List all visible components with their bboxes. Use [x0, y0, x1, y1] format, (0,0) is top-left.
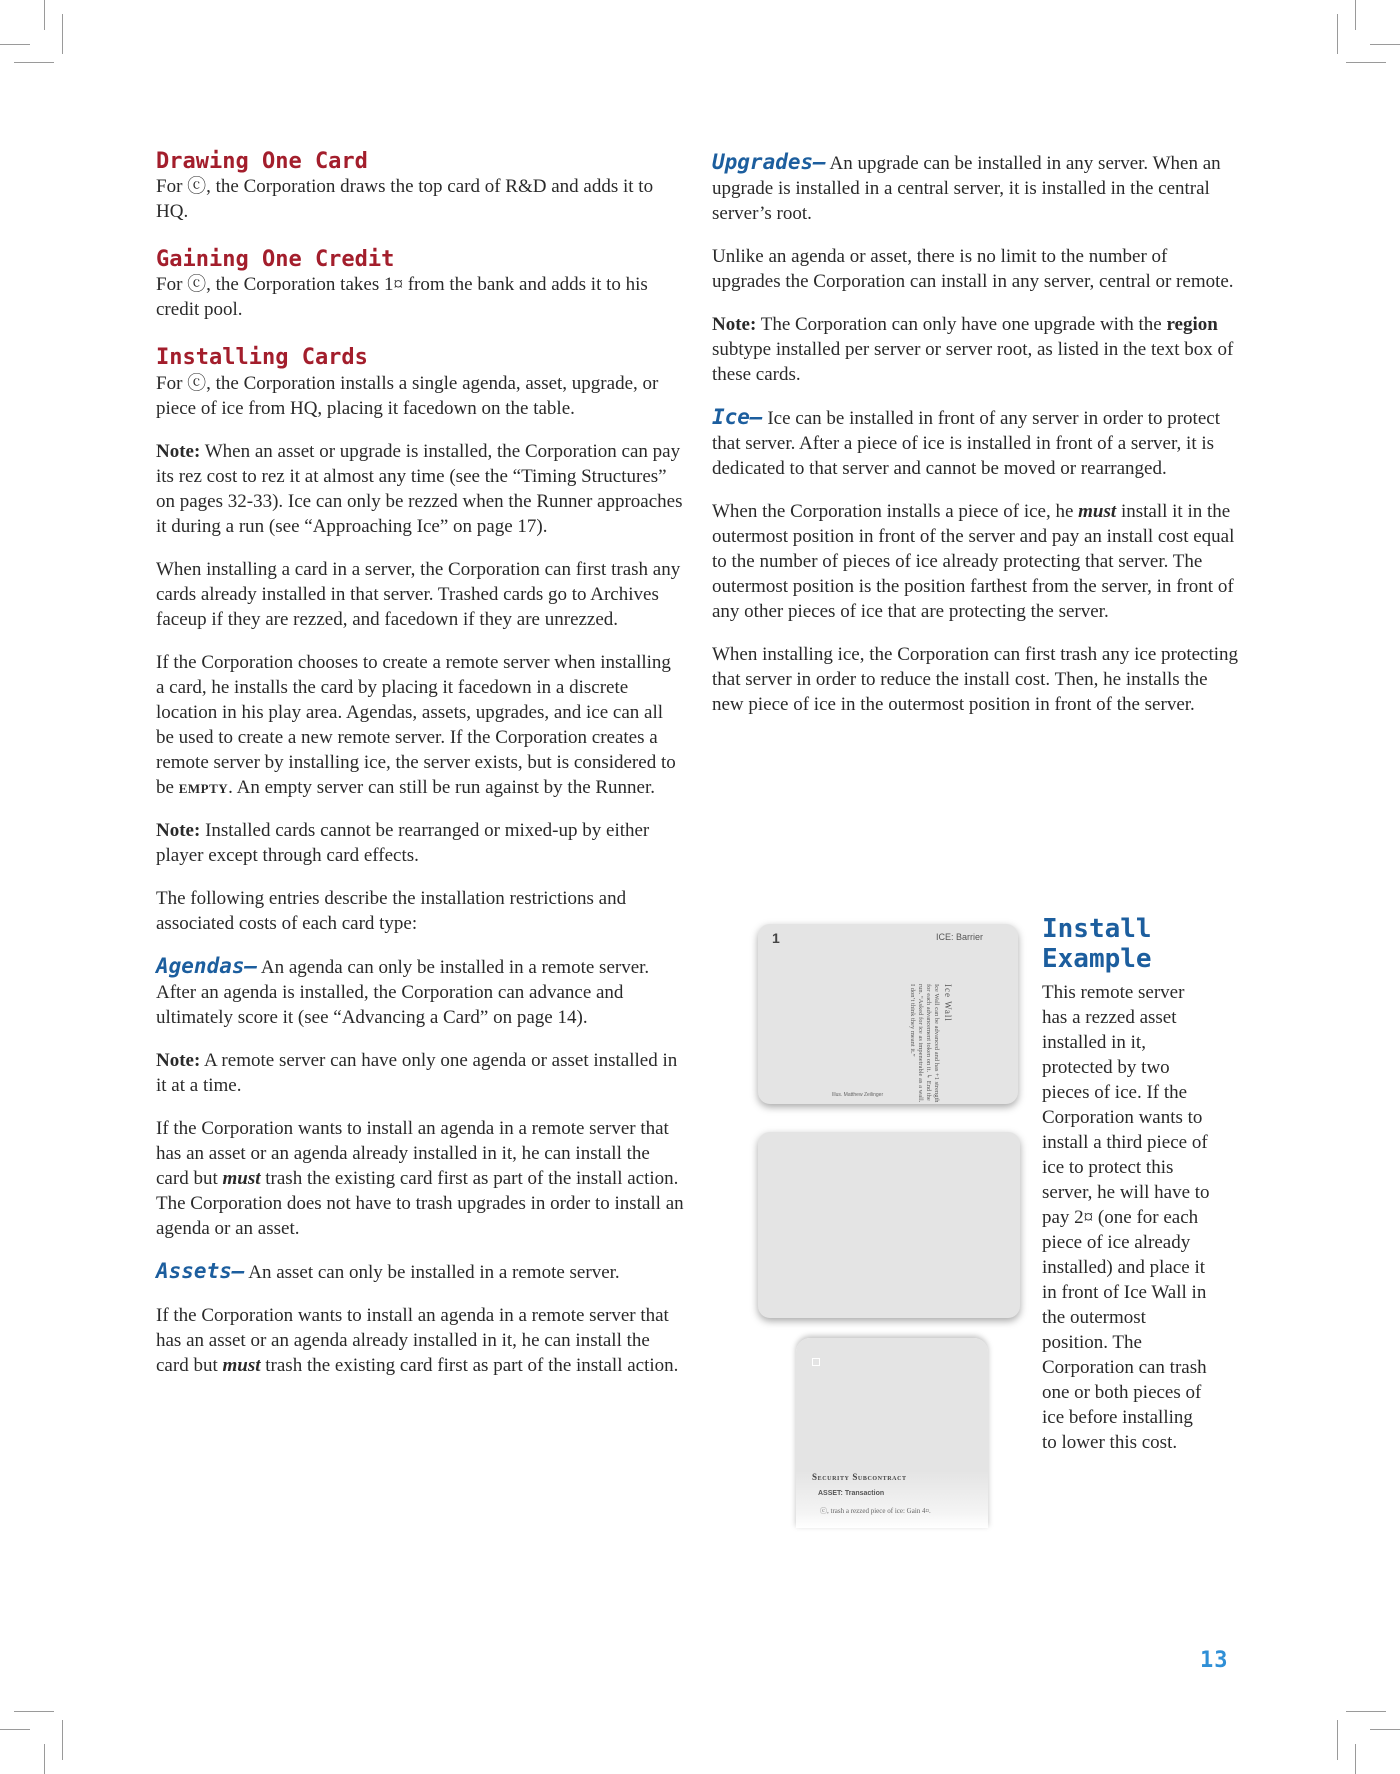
crop-mark [44, 1744, 45, 1774]
agenda-trash-text: If the Corporation wants to install an agenda in a remote server that has an asset or an agenda already installed in it, he can install the card but [156, 1117, 669, 1189]
crop-mark [0, 1729, 30, 1730]
ice-label: Ice– [712, 405, 763, 429]
card-type: ASSET: Transaction [818, 1490, 885, 1497]
must-emphasis: must [1078, 501, 1117, 522]
assets-text: An asset can only be installed in a remote server. [244, 1261, 620, 1283]
card-title: Security Subcontract [812, 1472, 907, 1482]
card-text: ⓒ, trash a rezzed piece of ice: Gain 4¤. [820, 1507, 931, 1515]
note-text-end: subtype installed per server or server root, as listed in the text box of these cards. [712, 339, 1234, 385]
card-text-block [908, 984, 952, 1104]
note-label: Note: [712, 314, 757, 335]
ice-install-text-end: install it in the outermost position in front of the server and pay an install cost equal to the number of pieces of ice already protecting that server. The outermost position is the position farthest from the server, in front of any other pieces of ice that are protecting the server. [712, 501, 1235, 622]
must-emphasis: must [222, 1167, 261, 1189]
crop-mark [1346, 1711, 1386, 1712]
crop-mark [1355, 1744, 1356, 1774]
remote-server-paragraph [156, 650, 684, 800]
card-illustrator: Illus. Matthew Zeilinger [832, 1092, 884, 1098]
card-title: Ice Wall [943, 984, 953, 1022]
crop-mark [1370, 44, 1400, 45]
crop-mark [62, 1720, 63, 1760]
unlike-paragraph: Unlike an agenda or asset, there is no limit to the number of upgrades the Corporation can install in any server, central or remote. [712, 246, 1234, 292]
crop-mark [0, 44, 30, 45]
note-paragraph [156, 1048, 684, 1098]
remote-text: If the Corporation chooses to create a remote server when installing a card, he installs the card by placing it facedown in a discrete location in his play area. Agendas, assets, upgrades, and ice can all be used to create a new remote server. If the Corporation creates a remote server by installing ice, the server exists, but is considered to be [156, 651, 676, 798]
install-example-text: This remote server has a rezzed asset installed in it, protected by two pieces of ice. If the Corporation wants to install a third piece of ice to protect this server, he will have to pay 2¤ (one for each piece of ice already installed) and place it in front of Ice Wall in the outermost position. The Corporation can trash one or both pieces of ice before installing to lower this cost. [1042, 982, 1210, 1453]
note-paragraph [712, 312, 1240, 387]
note-text: When an asset or upgrade is installed, the Corporation can pay its rez cost to rez it at almost any time (see the “Timing Structures” on pages 32-33). Ice can only be rezzed when the Runner approaches it during a run (see “Approaching Ice” on page 17). [156, 440, 683, 537]
note-text: The Corporation can only have one upgrade with the [756, 314, 1167, 335]
gaining-heading: Gaining One Credit [156, 247, 395, 273]
crop-mark [1355, 0, 1356, 30]
asset-trash-text-end: trash the existing card first as part of the install action. [260, 1354, 679, 1376]
crop-mark [1370, 1729, 1400, 1730]
must-emphasis: must [222, 1354, 261, 1376]
right-column [712, 150, 1240, 717]
facedown-ice-card [758, 1132, 1020, 1318]
crop-mark [44, 0, 45, 30]
note-text: A remote server can have only one agenda or asset installed in it at a time. [156, 1049, 678, 1096]
installing-heading: Installing Cards [156, 345, 368, 371]
agenda-trash-text-end: trash the existing card first as part of the install action. The Corporation does not have to trash upgrades in order to install an agenda or an asset. [156, 1167, 684, 1239]
agendas-text: An agenda can only be installed in a remote server. After an agenda is installed, the Corporation can advance and ultimately score it (see “Advancing a Card” on page 14). [156, 956, 650, 1028]
ice-text: Ice can be installed in front of any server in order to protect that server. After a piece of ice is installed in front of a server, it is dedicated to that server and cannot be moved or rearranged. [712, 408, 1220, 479]
trash-paragraph: When installing a card in a server, the Corporation can first trash any cards already installed in that server. Trashed cards go to Archives faceup if they are rezzed, and facedown if they are unrezzed. [156, 558, 681, 630]
asset-trash-text: If the Corporation wants to install an agenda in a remote server that has an asset or an agenda already installed in it, he can install the card but [156, 1304, 669, 1376]
assets-label: Assets– [156, 1258, 245, 1283]
note-label: Note: [156, 1049, 201, 1071]
empty-keyword: empty [178, 776, 229, 798]
crop-mark [1337, 1720, 1338, 1760]
asset-trash-paragraph [156, 1303, 684, 1378]
note-paragraph [156, 439, 684, 539]
ice-trash-paragraph: When installing ice, the Corporation can first trash any ice protecting that server in order to reduce the install cost. Then, he installs the new piece of ice in the outermost position in front of the server. [712, 644, 1239, 715]
drawing-heading: Drawing One Card [156, 149, 368, 174]
crop-mark [1337, 14, 1338, 54]
gaining-text: For ⓒ, the Corporation takes 1¤ from the bank and adds it to his credit pool. [156, 274, 648, 321]
upgrades-paragraph [712, 150, 1240, 226]
remote-text-end: . An empty server can still be run against by the Runner. [228, 776, 656, 798]
note-label: Note: [156, 440, 201, 462]
security-subcontract-card [796, 1338, 988, 1528]
ice-install-paragraph [712, 499, 1240, 624]
crop-mark [62, 14, 63, 54]
crop-mark [1346, 62, 1386, 63]
agendas-label: Agendas– [156, 953, 258, 978]
upgrades-label: Upgrades– [712, 150, 826, 174]
crop-mark [14, 62, 54, 63]
entries-paragraph: The following entries describe the installation restrictions and associated costs of each card type: [156, 887, 627, 934]
note-paragraph [156, 818, 684, 868]
crop-mark [14, 1711, 54, 1712]
left-column [156, 150, 684, 1378]
heading-line: Install [1042, 914, 1152, 944]
installing-text: For ⓒ, the Corporation installs a single agenda, asset, upgrade, or piece of ice from HQ, placing it facedown on the table. [156, 372, 659, 419]
note-text: Installed cards cannot be rearranged or mixed-up by either player except through card effects. [156, 819, 650, 866]
ice-install-text: When the Corporation installs a piece of ice, he [712, 501, 1079, 522]
assets-paragraph [156, 1259, 684, 1285]
agenda-trash-paragraph [156, 1116, 684, 1241]
region-keyword: region [1166, 314, 1218, 335]
agendas-paragraph [156, 954, 684, 1030]
card-type: ICE: Barrier [936, 932, 984, 942]
upgrades-text: An upgrade can be installed in any server. When an upgrade is installed in a central server, it is installed in the central server’s root. [712, 153, 1221, 224]
ice-wall-card [758, 924, 1018, 1104]
card-corner-square [812, 1358, 820, 1366]
install-example-heading [1042, 914, 1202, 974]
card-text: Ice Wall can be advanced and has +1 strength for each advancement token on it. ↳ End the run. “Asked for ice as impenetrable as a wall. I don’t think they meant it.” [909, 984, 940, 1103]
page-number: 13 [1200, 1648, 1229, 1673]
ice-paragraph [712, 405, 1240, 481]
heading-line: Example [1042, 944, 1152, 974]
card-cost: 1 [772, 930, 780, 946]
drawing-text: For ⓒ, the Corporation draws the top card of R&D and adds it to HQ. [156, 176, 654, 223]
note-label: Note: [156, 819, 201, 841]
